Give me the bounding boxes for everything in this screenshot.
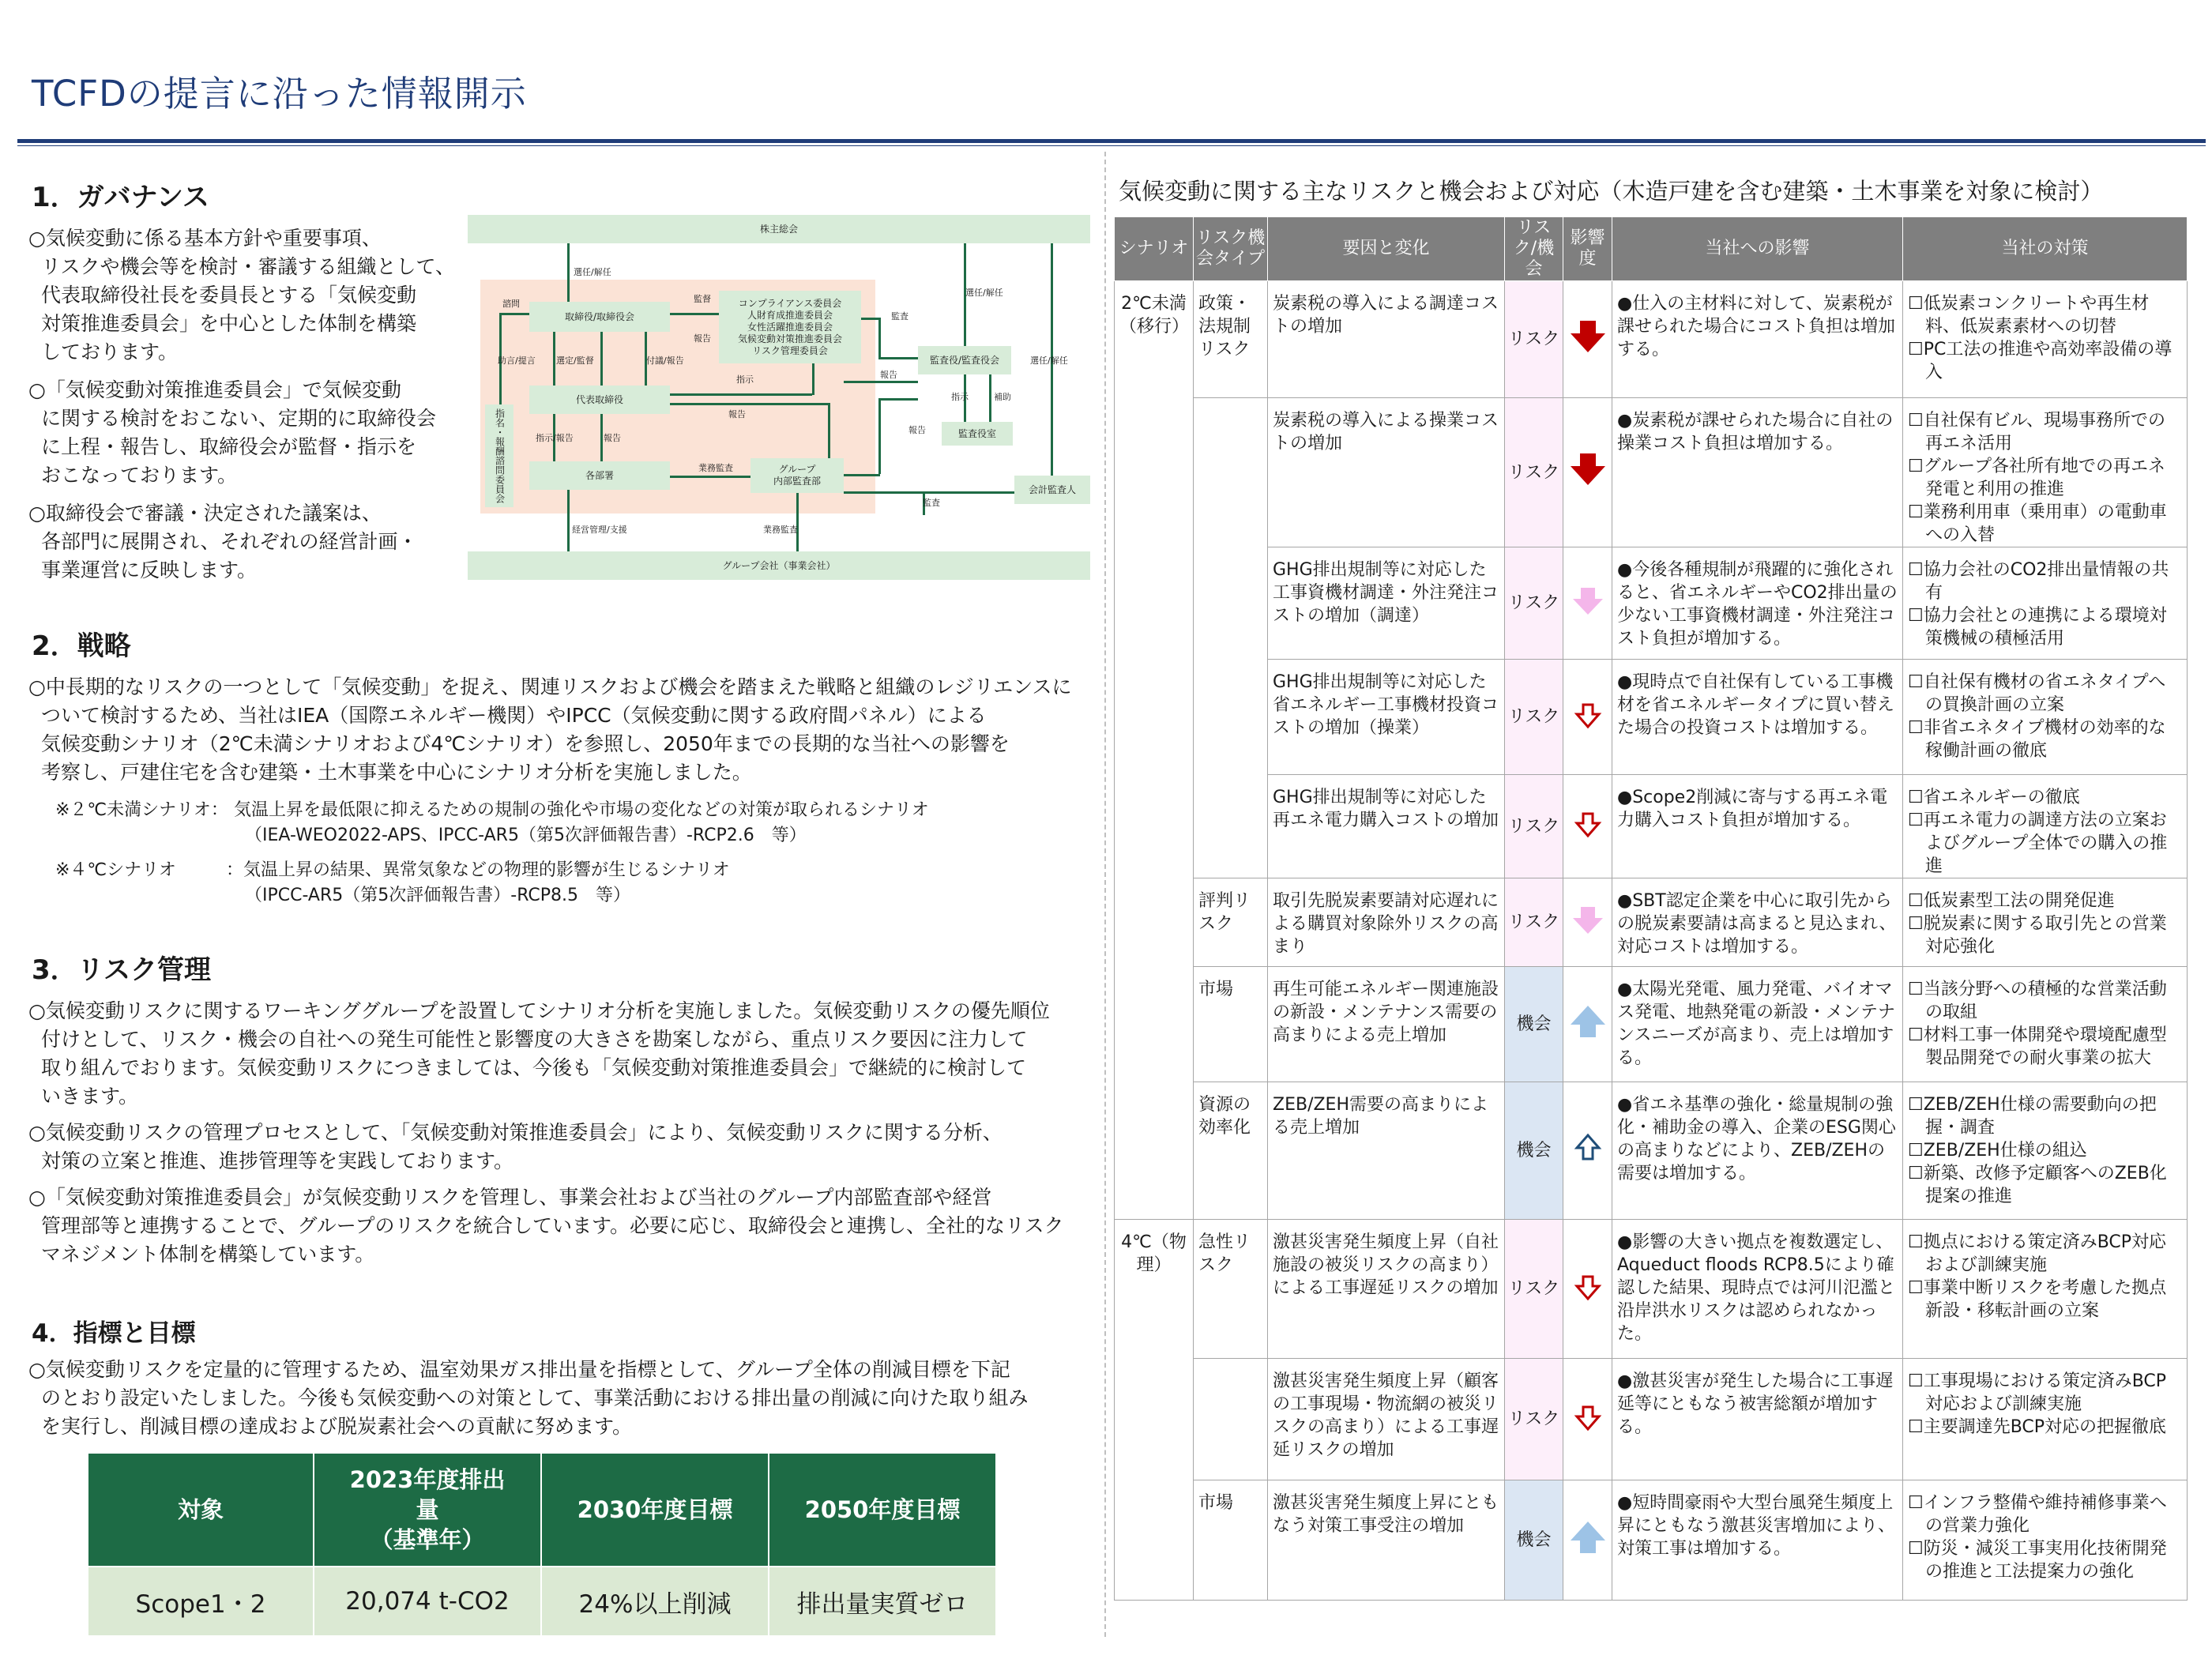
factor-cell: ZEB/ZEH需要の高まりによる売上増加 [1268,1082,1505,1220]
impact-level-cell [1563,547,1612,660]
measure-item: ☐防災・減災工事実用化技術開発の推進と工法提案力の強化 [1908,1539,2167,1582]
risk-or-opportunity-cell: 機会 [1505,1480,1563,1601]
col-scenario: シナリオ [1115,217,1194,281]
header-2050: 2050年度目標 [769,1453,996,1567]
header-2030: 2030年度目標 [541,1453,769,1567]
measure-item: ☐事業中断リスクを考慮した拠点新設・移転計画の立案 [1908,1278,2167,1321]
page-title: TCFDの提言に沿った情報開示 [32,73,527,115]
impact-cell: ●今後各種規制が飛躍的に強化されると、省エネルギーやCO2排出量の少ない工事資機材調達・外注発注コスト負担が増加する。 [1612,547,1903,660]
org-line [844,381,918,383]
org-line [553,332,555,386]
measure-item: ☐ZEB/ZEH仕様の組込 [1908,1141,2087,1161]
risk-mgmt-body: ○気候変動リスクに関するワーキンググループを設置してシナリオ分析を実施しました。気候変動リスクの優先順位 付けとして、リスク・機会の自社への発生可能性と影響度の大きさを勘案しながら、重点リスク要因に注力して 取り組んでおります。気候変動リスクにつきましては、今後も「気候変動対策推進委員会」で継続的に検討して いきます。 ○気候変動リスクの管理プロセスとして、「気候変動対策推進委員会」により、気候変動リスクに関する分析、 対策の立案と推進、進捗管理等を実践しております。 ○「気候変動対策推進委員会」が気候変動リスクを管理し、事業会社および当社のグループ内部監査部や経営 管理部等と連携することで、グループのリスクを統合しています。必要に応じ、取締役会と連携し、全社的なリスク マネジメント体制を構築しています。 [28,999,1064,1266]
group-companies-box: グループ会社（事業会社） [468,551,1090,580]
org-line [670,476,750,478]
measure-item: ☐拠点における策定済みBCP対応および訓練実施 [1908,1232,2167,1275]
metrics-body: ○気候変動リスクを定量的に管理するため、温室効果ガス排出量を指標として、グループ全体の削減目標を下記 のとおり設定いたしました。今後も気候変動への対策として、事業活動における排出量の削減に向けた取り組み を実行し、削減目標の達成および脱炭素社会への貢献に努めます。 [28,1358,1029,1438]
table-row [1115,547,2188,660]
org-label: 選定/監督 [556,356,594,366]
org-label: 監査 [891,311,908,322]
risk-or-opportunity-cell: 機会 [1505,1082,1563,1220]
down-arrow-icon [1569,1399,1607,1434]
org-line [878,398,881,474]
departments-box: 各部署 [529,461,670,490]
risk-or-opportunity-cell: リスク [1505,775,1563,878]
risk-type-cell [1194,547,1268,660]
scenario-cell [1115,775,1194,878]
metrics-heading: 4．指標と目標 [32,1319,196,1348]
risk-type-cell: 市場 [1194,967,1268,1082]
impact-level-cell [1563,660,1612,775]
org-label: 指示 [951,392,969,402]
header-2023: 2023年度排出 量 （基準年） [314,1453,541,1567]
measure-item: ☐グループ各社所有地での再エネ発電と利用の推進 [1908,457,2165,499]
risk-or-opportunity-cell: リスク [1505,660,1563,775]
governance-bullets [28,224,471,585]
table-row [1115,878,2188,967]
down-arrow-icon [1569,806,1607,841]
factor-cell: 再生可能エネルギー関連施設の新設・メンテナンス需要の高まりによる売上増加 [1268,967,1505,1082]
impact-cell: ●短時間豪雨や大型台風発生頻度上昇にともなう激甚災害増加により、対策工事は増加する。 [1612,1480,1903,1601]
scenario-cell: 2℃未満（移行） [1115,281,1194,398]
table-row [1115,398,2188,547]
org-line [844,491,1014,494]
down-arrow-icon [1569,1269,1607,1304]
measure-item: ☐非省エネタイプ機材の効率的な稼働計画の徹底 [1908,718,2166,761]
impact-cell: ●炭素税が課せられた場合に自社の操業コスト負担は増加する。 [1612,398,1903,547]
note-4c-label: ※４℃シナリオ [55,860,176,880]
org-line [878,357,918,359]
risk-type-cell: 市場 [1194,1480,1268,1601]
governance-bullet-2: ○「気候変動対策推進委員会」で気候変動 に関する検討をおこない、定期的に取締役会 に上程・報告し、取締役会が監督・指示を おこなっております。 [28,378,437,487]
risk-type-cell: 政策・法規制リスク [1194,281,1268,398]
scenario-cell [1115,660,1194,775]
org-label: 報告 [694,333,711,344]
measure-item: ☐材料工事一体開発や環境配慮型製品開発での耐火事業の拡大 [1908,1025,2167,1068]
org-line [844,474,880,476]
cell-2030: 24%以上削減 [541,1567,769,1636]
scenario-cell [1115,1359,1194,1480]
governance-heading: 1．ガバナンス [32,182,209,213]
table-header-row [88,1453,996,1567]
risk-opportunity-table [1114,216,2188,1601]
table-row [1115,1220,2188,1359]
org-label: 経営管理/支援 [572,525,627,535]
risk-or-opportunity-cell: リスク [1505,398,1563,547]
scenario-cell [1115,1480,1194,1601]
org-label: 指示 [736,374,754,385]
cell-2023: 20,074 t-CO2 [314,1567,541,1636]
measure-item: ☐PC工法の推進や高効率設備の導入 [1908,340,2172,382]
org-label: 選任/解任 [1030,356,1068,366]
risk-table-header [1115,217,2188,281]
impact-level-cell [1563,1082,1612,1220]
factor-cell: 炭素税の導入による操業コストの増加 [1268,398,1505,547]
org-line [567,490,570,551]
org-line [812,363,814,395]
audit-office-box: 監査役室 [942,422,1013,446]
strategy-body: ○中長期的なリスクの一つとして「気候変動」を捉え、関連リスクおよび機会を踏まえた戦略と組織のレジリエンスに ついて検討するため、当社はIEA（国際エネルギー機関）やIPCC（気候変動に関する政府間パネル）による 気候変動シナリオ（2℃未満シナリオおよび4℃シナリオ）を参照し、2050年までの長期的な当社への影響を 考察し、戸建住宅を含む建築・土木事業を中心にシナリオ分析を実施しました。 [28,675,1072,784]
scenario-cell [1115,1082,1194,1220]
impact-level-cell [1563,775,1612,878]
risk-mgmt-heading: 3．リスク管理 [32,954,211,986]
measure-item: ☐業務利用車（乗用車）の電動車への入替 [1908,502,2167,545]
measures-cell [1903,1082,2188,1220]
impact-cell: ●影響の大きい拠点を複数選定し、Aqueduct floods RCP8.5により確認した結果、現時点では河川氾濫と沿岸洪水リスクは認められなかった。 [1612,1220,1903,1359]
risk-type-cell [1194,775,1268,878]
risk-type-cell [1194,1359,1268,1480]
measure-item: ☐自社保有ビル、現場事務所での再エネ活用 [1908,411,2165,453]
impact-cell: ●Scope2削減に寄与する再エネ電力購入コスト負担が増加する。 [1612,775,1903,878]
factor-cell: 激甚災害発生頻度上昇（顧客の工事現場・物流網の被災リスクの高まり）による工事遅延リスクの増加 [1268,1359,1505,1480]
risk-table-title: 気候変動に関する主なリスクと機会および対応（木造戸建を含む建築・土木事業を対象に検討） [1119,178,2104,205]
impact-level-cell [1563,1220,1612,1359]
president-box: 代表取締役 [529,386,670,414]
measures-cell [1903,775,2188,878]
scenario-cell [1115,878,1194,967]
measure-item: ☐協力会社のCO2排出量情報の共有 [1908,560,2169,603]
col-impact-level: 影響度 [1563,217,1612,281]
risk-or-opportunity-cell: リスク [1505,547,1563,660]
table-row [1115,775,2188,878]
scenario-cell [1115,398,1194,547]
factor-cell: GHG排出規制等に対応した省エネルギー工事機材投資コストの増加（操業） [1268,660,1505,775]
scenario-cell [1115,967,1194,1082]
impact-cell: ●太陽光発電、風力発電、バイオマス発電、地熱発電の新設・メンテナンスニーズが高まり、売上は増加する。 [1612,967,1903,1082]
impact-level-cell [1563,878,1612,967]
org-line [878,398,918,401]
emission-target-table [87,1452,997,1637]
org-line [796,493,799,551]
table-row [1115,1082,2188,1220]
col-factor: 要因と変化 [1268,217,1505,281]
org-label: 助言/提言 [498,356,536,366]
org-label: 指示/報告 [536,433,574,443]
table-row [1115,967,2188,1082]
col-impact: 当社への影響 [1612,217,1903,281]
org-line [861,318,878,320]
org-label: 監督 [694,294,711,304]
note-4c-text: ：気温上昇の結果、異常気象などの物理的影響が生じるシナリオ （IPCC-AR5（第5次評価報告書）-RCP8.5 等） [226,860,730,905]
committees-box: コンプライアンス委員会 人財育成推進委員会 女性活躍推進委員会 気候変動対策推進委員会 リスク管理委員会 [719,291,861,363]
measure-item: ☐再エネ電力の調達方法の立案およびグループ全体での購入の推進 [1908,811,2168,876]
org-label: 選任/解任 [965,288,1003,298]
up-arrow-icon [1569,1004,1607,1039]
table-row [88,1567,996,1636]
header-target: 対象 [88,1453,314,1567]
cell-scope: Scope1・2 [88,1567,314,1636]
org-label: 選任/解任 [574,267,611,277]
accounting-auditor-box: 会計監査人 [1014,476,1090,504]
risk-or-opportunity-cell: リスク [1505,878,1563,967]
governance-org-chart [468,215,1090,580]
impact-cell: ●激甚災害が発生した場合に工事遅延等にともなう被害総額が増加する。 [1612,1359,1903,1480]
measures-cell [1903,398,2188,547]
down-arrow-icon [1569,583,1607,618]
governance-bullet-3: ○取締役会で審議・決定された議案は、 各部門に展開され、それぞれの経営計画・ 事業運営に反映します。 [28,502,418,581]
risk-or-opportunity-cell: リスク [1505,1359,1563,1480]
org-line [600,414,603,461]
org-line [670,313,719,315]
measures-cell [1903,1359,2188,1480]
impact-level-cell [1563,1359,1612,1480]
impact-level-cell [1563,398,1612,547]
org-line [989,374,991,422]
measures-cell [1903,878,2188,967]
factor-cell: 激甚災害発生頻度上昇（自社施設の被災リスクの高まり）による工事遅延リスクの増加 [1268,1220,1505,1359]
org-label: 報告 [908,425,926,435]
impact-cell: ●SBT認定企業を中心に取引先からの脱炭素要請は高まると見込まれ、対応コストは増加する。 [1612,878,1903,967]
cell-2050: 排出量実質ゼロ [769,1567,996,1636]
org-line [499,313,529,315]
auditors-box: 監査役/監査役会 [918,346,1011,374]
factor-cell: 取引先脱炭素要請対応遅れによる購買対象除外リスクの高まり [1268,878,1505,967]
measure-item: ☐主要調達先BCP対応の把握徹底 [1908,1417,2167,1437]
up-arrow-icon [1569,1520,1607,1555]
org-label: 監査 [923,498,940,508]
measures-cell [1903,1220,2188,1359]
impact-level-cell [1563,1480,1612,1601]
table-row [1115,660,2188,775]
org-label: 諮問 [502,299,520,309]
measure-item: ☐ZEB/ZEH仕様の需要動向の把握・調査 [1908,1095,2157,1138]
title-rule-thin [17,145,2206,146]
impact-cell: ●省エネ基準の強化・総量規制の強化・補助金の導入、企業のESG関心の高まりなどにより、ZEB/ZEHの需要は増加する。 [1612,1082,1903,1220]
measures-cell [1903,660,2188,775]
org-label: 業務監査 [763,525,798,535]
internal-audit-box: グループ 内部監査部 [750,458,844,493]
measure-item: ☐工事現場における策定済みBCP対応および訓練実施 [1908,1371,2167,1414]
measure-item: ☐省エネルギーの徹底 [1908,788,2080,807]
board-box: 取締役/取締役会 [529,302,670,332]
org-line [567,243,570,302]
measure-item: ☐インフラ整備や維持補修事業への営業力強化 [1908,1493,2167,1536]
org-label: 報告 [604,433,621,443]
org-line [670,393,812,396]
column-divider [1104,152,1106,1637]
shareholders-box: 株主総会 [468,215,1090,243]
risk-type-cell: 急性リスク [1194,1220,1268,1359]
risk-type-cell [1194,660,1268,775]
impact-cell: ●仕入の主材料に対して、炭素税が課せられた場合にコスト負担は増加する。 [1612,281,1903,398]
risk-type-cell: 資源の効率化 [1194,1082,1268,1220]
measures-cell [1903,281,2188,398]
measures-cell [1903,967,2188,1082]
col-type: リスク機会タイプ [1194,217,1268,281]
org-line [600,332,603,386]
down-arrow-icon [1569,902,1607,937]
note-2c-label: ※２℃未満シナリオ： [55,800,228,820]
org-line [878,318,881,357]
risk-type-cell [1194,398,1268,547]
org-line [670,403,828,405]
table-row [1115,281,2188,398]
table-row [1115,1359,2188,1480]
factor-cell: 激甚災害発生頻度上昇にともなう対策工事受注の増加 [1268,1480,1505,1601]
table-row [1115,1480,2188,1601]
measures-cell [1903,547,2188,660]
measure-item: ☐脱炭素に関する取引先との営業対応強化 [1908,914,2167,957]
up-arrow-icon [1569,1130,1607,1165]
org-label: 付議/報告 [646,356,684,366]
org-label: 補助 [994,392,1011,402]
measure-item: ☐新築、改修予定顧客へのZEB化提案の推進 [1908,1164,2167,1206]
measures-cell [1903,1480,2188,1601]
title-rule [17,139,2206,143]
measure-item: ☐協力会社との連携による環境対策機械の積極活用 [1908,606,2167,649]
impact-cell: ●現時点で自社保有している工事機材を省エネルギータイプに買い替えた場合の投資コストは増加する。 [1612,660,1903,775]
factor-cell: GHG排出規制等に対応した工事資機材調達・外注発注コストの増加（調達） [1268,547,1505,660]
risk-or-opportunity-cell: リスク [1505,281,1563,398]
impact-level-cell [1563,967,1612,1082]
down-arrow-icon [1569,452,1607,487]
risk-or-opportunity-cell: リスク [1505,1220,1563,1359]
col-measures: 当社の対策 [1903,217,2188,281]
factor-cell: GHG排出規制等に対応した再エネ電力購入コストの増加 [1268,775,1505,878]
org-label: 業務監査 [698,463,733,473]
org-line [828,403,830,458]
org-label: 報告 [880,370,897,380]
risk-type-cell: 評判リスク [1194,878,1268,967]
col-kind: リスク/機会 [1505,217,1563,281]
measure-item: ☐低炭素コンクリートや再生材料、低炭素素材への切替 [1908,294,2150,337]
factor-cell: 炭素税の導入による調達コストの増加 [1268,281,1505,398]
strategy-heading: 2．戦略 [32,630,131,662]
down-arrow-icon [1569,697,1607,732]
org-label: 報告 [728,409,746,419]
governance-bullet-1: ○気候変動に係る基本方針や重要事項、 リスクや機会等を検討・審議する組織として、 代表取締役社長を委員長とする「気候変動 対策推進委員会」を中心とした体制を構築 しております。 [28,227,456,363]
note-2c-text: 気温上昇を最低限に抑えるための規制の強化や市場の変化などの対策が取られるシナリオ （IEA-WEO2022-APS、IPCC-AR5（第5次評価報告書）-RCP2.6 等） [234,800,929,845]
scenario-cell [1115,547,1194,660]
measure-item: ☐当該分野への積極的な営業活動の取組 [1908,980,2167,1022]
impact-level-cell [1563,281,1612,398]
scenario-cell: 4℃（物理） [1115,1220,1194,1359]
down-arrow-icon [1569,319,1607,354]
measure-item: ☐自社保有機材の省エネタイプへの買換計画の立案 [1908,672,2166,715]
advisory-committee-box: 指名・報酬諮問委員会 [485,404,514,507]
measure-item: ☐低炭素型工法の開発促進 [1908,891,2115,911]
risk-or-opportunity-cell: 機会 [1505,967,1563,1082]
